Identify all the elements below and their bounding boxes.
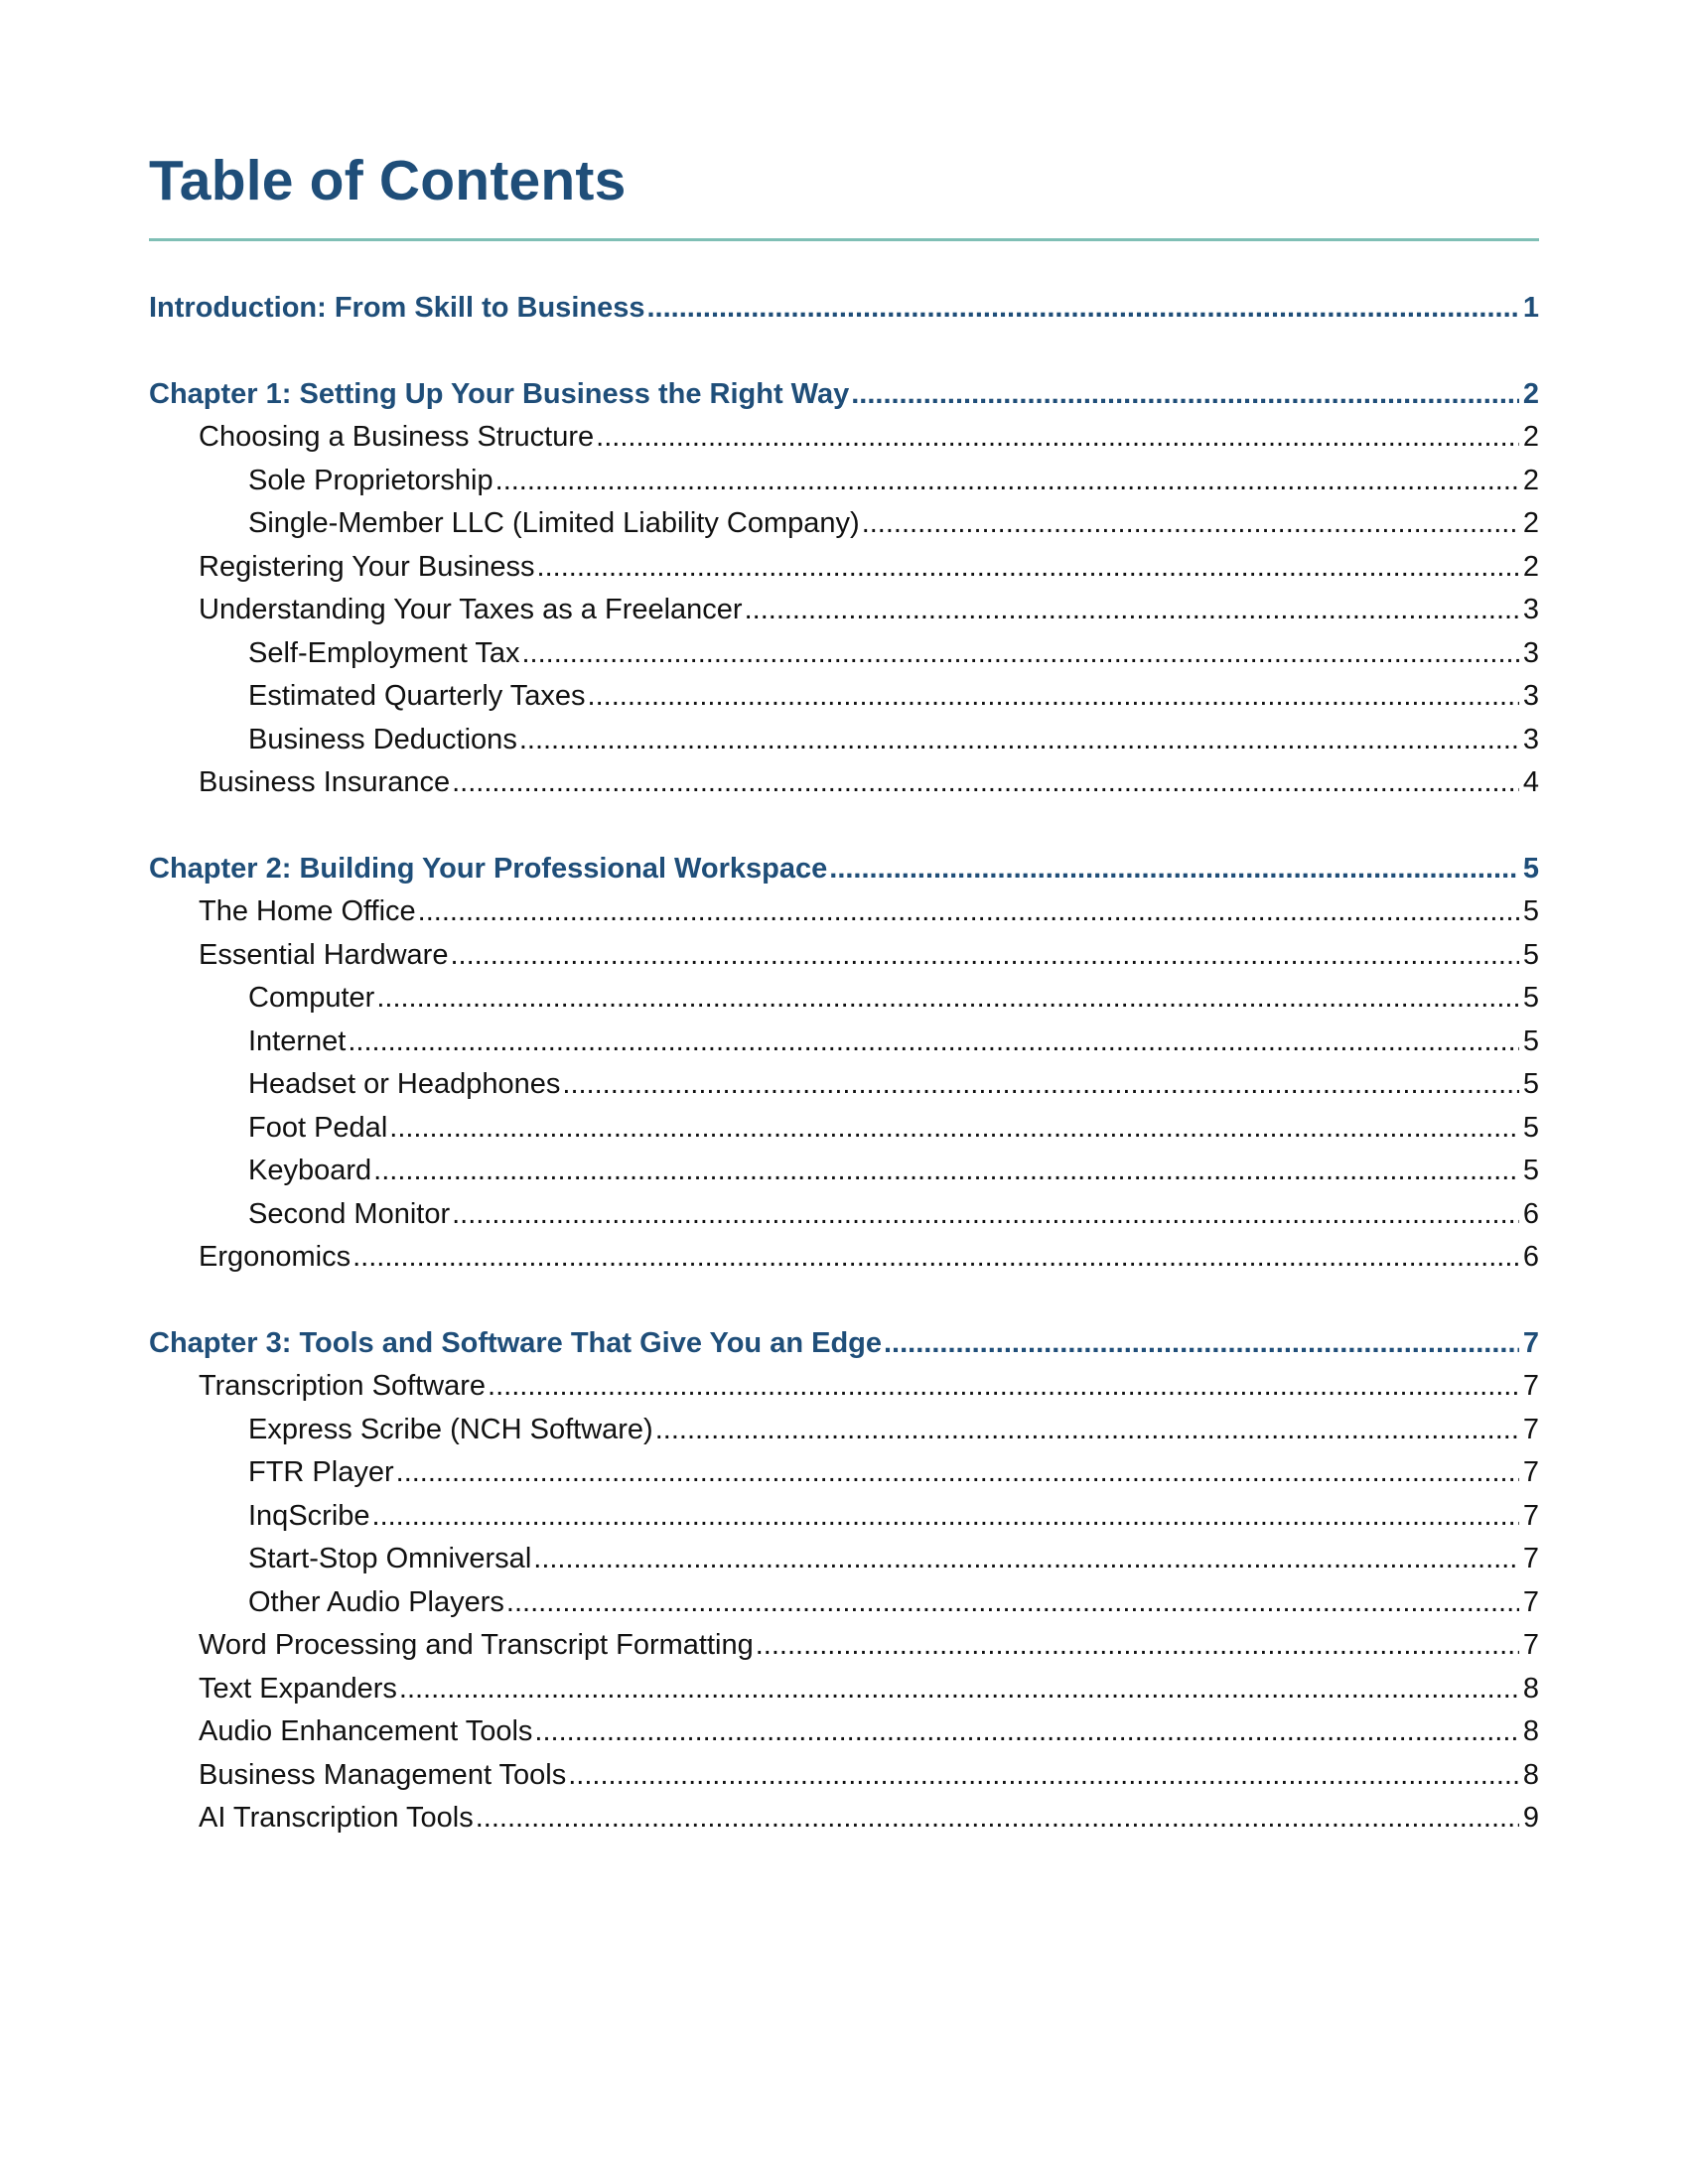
toc-section-entry[interactable]: [149, 934, 1539, 978]
toc-entry-title: Chapter 1: Setting Up Your Business the Right Way: [149, 377, 850, 410]
dot-leader: [745, 589, 1519, 632]
toc-entry-title: Introduction: From Skill to Business: [149, 292, 645, 324]
toc-page-number: 8: [1522, 1672, 1539, 1705]
toc-chapter-entry[interactable]: [149, 373, 1539, 417]
dot-leader: [519, 719, 1519, 762]
toc-page-number: 2: [1522, 550, 1539, 583]
toc-page-number: 4: [1522, 766, 1539, 798]
toc-page-number: 5: [1522, 1155, 1539, 1186]
toc-section-entry[interactable]: [149, 1668, 1539, 1711]
toc-page-number: 2: [1522, 421, 1539, 453]
toc-entry-title: Single-Member LLC (Limited Liability Company): [248, 507, 860, 539]
toc-entry-title: Estimated Quarterly Taxes: [248, 680, 586, 712]
dot-leader: [418, 890, 1519, 934]
dot-leader: [537, 546, 1519, 590]
title-divider: [149, 238, 1539, 241]
toc-entry-title: Business Deductions: [248, 723, 517, 755]
dot-leader: [829, 848, 1519, 891]
toc-subsection-entry[interactable]: [149, 1193, 1539, 1237]
toc-subsection-entry[interactable]: [149, 502, 1539, 546]
toc-subsection-entry[interactable]: [149, 1495, 1539, 1539]
toc-entry-title: Computer: [248, 982, 375, 1014]
toc-section-entry[interactable]: [149, 1754, 1539, 1798]
dot-leader: [862, 502, 1519, 546]
toc-subsection-entry[interactable]: [149, 632, 1539, 676]
toc-section-entry[interactable]: [149, 1624, 1539, 1668]
toc-entry-title: Chapter 2: Building Your Professional Workspace: [149, 852, 828, 885]
toc-section-entry[interactable]: [149, 589, 1539, 632]
toc-page-number: 3: [1522, 723, 1539, 755]
toc-entry-title: Headset or Headphones: [248, 1068, 561, 1100]
toc-entry-title: Choosing a Business Structure: [199, 421, 595, 453]
toc-page-number: 2: [1522, 507, 1539, 539]
dot-leader: [534, 1710, 1519, 1754]
toc-entry-title: Express Scribe (NCH Software): [248, 1413, 653, 1445]
toc-page-number: 7: [1522, 1456, 1539, 1488]
toc-entry-title: Understanding Your Taxes as a Freelancer: [199, 594, 743, 625]
toc-page-number: 7: [1522, 1413, 1539, 1445]
toc-entry-title: Second Monitor: [248, 1197, 451, 1230]
toc-chapter-entry[interactable]: [149, 1322, 1539, 1366]
dot-leader: [376, 977, 1519, 1021]
toc-entry-title: Transcription Software: [199, 1370, 487, 1402]
toc-section-entry[interactable]: [149, 546, 1539, 590]
toc-page-number: 7: [1522, 1543, 1539, 1574]
toc-subsection-entry[interactable]: [149, 675, 1539, 719]
toc-entry-title: Internet: [248, 1024, 347, 1057]
toc-section-entry[interactable]: [149, 1236, 1539, 1280]
toc-entry-title: Chapter 3: Tools and Software That Give You an Edge: [149, 1326, 882, 1359]
dot-leader: [495, 460, 1519, 503]
toc-section-entry[interactable]: [149, 416, 1539, 460]
toc-page-number: 7: [1522, 1585, 1539, 1618]
toc-subsection-entry[interactable]: [149, 1451, 1539, 1495]
toc-section-entry[interactable]: [149, 761, 1539, 805]
toc-entry-title: Essential Hardware: [199, 938, 449, 971]
dot-leader: [348, 1021, 1519, 1064]
toc-subsection-entry[interactable]: [149, 719, 1539, 762]
dot-leader: [851, 373, 1519, 417]
dot-leader: [596, 416, 1519, 460]
toc-page-number: 1: [1522, 292, 1539, 324]
toc-page-number: 3: [1522, 636, 1539, 669]
toc-entry-title: AI Transcription Tools: [199, 1802, 474, 1834]
dot-leader: [373, 1150, 1519, 1193]
toc-entry-title: Business Insurance: [199, 766, 451, 798]
toc-page-number: 7: [1522, 1326, 1539, 1359]
toc-entry-title: Business Management Tools: [199, 1758, 567, 1791]
toc-subsection-entry[interactable]: [149, 1538, 1539, 1581]
toc-entry-title: Self-Employment Tax: [248, 636, 520, 669]
toc-page-number: 5: [1522, 852, 1539, 885]
toc-entry-title: Registering Your Business: [199, 550, 535, 583]
dot-leader: [521, 632, 1519, 676]
dot-leader: [452, 1193, 1519, 1237]
toc-page-number: 5: [1522, 1024, 1539, 1057]
toc-page-number: 7: [1522, 1629, 1539, 1661]
toc-page-number: 2: [1522, 377, 1539, 410]
toc-subsection-entry[interactable]: [149, 1107, 1539, 1151]
toc-entry-title: Sole Proprietorship: [248, 464, 493, 496]
dot-leader: [884, 1322, 1519, 1366]
dot-leader: [389, 1107, 1519, 1151]
dot-leader: [488, 1365, 1519, 1409]
toc-entry-title: FTR Player: [248, 1456, 394, 1488]
toc-entry-title: Ergonomics: [199, 1241, 352, 1273]
dot-leader: [655, 1409, 1519, 1452]
toc-page-number: 5: [1522, 982, 1539, 1014]
dot-leader: [533, 1538, 1519, 1581]
toc-entry-title: Other Audio Players: [248, 1585, 504, 1618]
toc-page-number: 7: [1522, 1499, 1539, 1532]
toc-section-entry[interactable]: [149, 890, 1539, 934]
dot-leader: [399, 1668, 1519, 1711]
toc-page-number: 9: [1522, 1802, 1539, 1834]
toc-subsection-entry[interactable]: [149, 1150, 1539, 1193]
toc-entry-title: Start-Stop Omniversal: [248, 1543, 532, 1574]
dot-leader: [396, 1451, 1519, 1495]
toc-entry-title: The Home Office: [199, 895, 416, 927]
dot-leader: [588, 675, 1519, 719]
toc-list: [149, 287, 1539, 1841]
toc-page-number: 5: [1522, 895, 1539, 927]
toc-page-number: 8: [1522, 1758, 1539, 1791]
toc-page-number: 3: [1522, 680, 1539, 712]
toc-entry-title: Audio Enhancement Tools: [199, 1715, 533, 1747]
dot-leader: [646, 287, 1519, 331]
dot-leader: [568, 1754, 1519, 1798]
toc-page-number: 8: [1522, 1715, 1539, 1747]
toc-chapter-entry[interactable]: [149, 287, 1539, 331]
toc-page-number: 5: [1522, 938, 1539, 971]
dot-leader: [562, 1063, 1519, 1107]
dot-leader: [450, 934, 1519, 978]
toc-page-number: 5: [1522, 1068, 1539, 1100]
toc-section-entry[interactable]: [149, 1710, 1539, 1754]
toc-entry-title: Word Processing and Transcript Formatting: [199, 1629, 754, 1661]
toc-subsection-entry[interactable]: [149, 1581, 1539, 1625]
dot-leader: [372, 1495, 1519, 1539]
page-title: Table of Contents: [149, 149, 627, 212]
toc-entry-title: Keyboard: [248, 1155, 372, 1186]
dot-leader: [352, 1236, 1519, 1280]
dot-leader: [476, 1797, 1519, 1841]
toc-entry-title: Foot Pedal: [248, 1111, 388, 1144]
dot-leader: [452, 761, 1519, 805]
toc-page-number: 7: [1522, 1370, 1539, 1402]
toc-page-number: 6: [1522, 1241, 1539, 1273]
toc-subsection-entry[interactable]: [149, 460, 1539, 503]
toc-page-number: 5: [1522, 1111, 1539, 1144]
toc-subsection-entry[interactable]: [149, 1409, 1539, 1452]
toc-section-entry[interactable]: [149, 1797, 1539, 1841]
toc-page-number: 2: [1522, 464, 1539, 496]
toc-section-entry[interactable]: [149, 1365, 1539, 1409]
dot-leader: [756, 1624, 1519, 1668]
toc-page-number: 6: [1522, 1197, 1539, 1230]
toc-entry-title: InqScribe: [248, 1499, 370, 1532]
toc-entry-title: Text Expanders: [199, 1672, 397, 1705]
toc-subsection-entry[interactable]: [149, 1063, 1539, 1107]
dot-leader: [506, 1581, 1519, 1625]
toc-page: [149, 139, 1539, 1841]
toc-page-number: 3: [1522, 594, 1539, 625]
toc-subsection-entry[interactable]: [149, 1021, 1539, 1064]
toc-subsection-entry[interactable]: [149, 977, 1539, 1021]
toc-chapter-entry[interactable]: [149, 848, 1539, 891]
